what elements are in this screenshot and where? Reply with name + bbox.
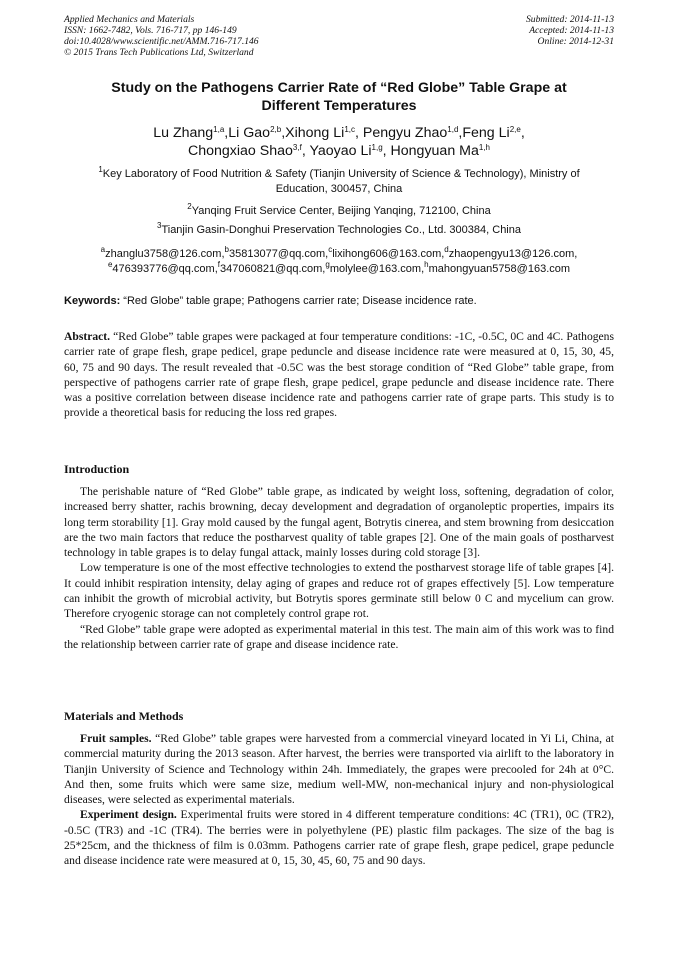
email-link[interactable]: 35813077@qq.com, bbox=[228, 248, 329, 260]
affiliation-1 bbox=[64, 167, 614, 197]
issn-line: ISSN: 1662-7482, Vols. 716-717, pp 146-149 bbox=[64, 25, 237, 36]
title-line-1: Study on the Pathogens Carrier Rate of “Red Globe” Table Grape at bbox=[111, 80, 567, 96]
email-link[interactable]: 476393776@qq.com, bbox=[112, 262, 218, 275]
author-name: Yaoyao Li bbox=[309, 143, 372, 159]
materials-methods-section bbox=[64, 731, 614, 869]
abstract-label: Abstract. bbox=[64, 330, 111, 343]
experiment-design-label: Experiment design. bbox=[80, 808, 177, 822]
affil-mark: 3 bbox=[156, 221, 162, 230]
affiliation-text: Tianjin Gasin-Donghui Preservation Technologies Co., Ltd. 300384, China bbox=[161, 224, 521, 236]
email-link[interactable]: zhanglu3758@126.com, bbox=[105, 248, 225, 260]
affiliation-3 bbox=[64, 223, 614, 238]
affiliation-text: Yanqing Fruit Service Center, Beijing Yanqing, 712100, China bbox=[191, 205, 491, 217]
author-name: Pengyu Zhao bbox=[362, 125, 448, 141]
email-mark: g bbox=[325, 259, 330, 269]
author-name: Lu Zhang bbox=[153, 125, 214, 141]
author-name: Feng Li bbox=[462, 125, 510, 141]
experiment-design-text: Experimental fruits were stored in 4 different temperature conditions: 4C (TR1), 0C (TR2), -0.5C (TR3) and -1C (TR4). The berries were in polyethylene (PE) plastic film packages. The size of the bag is 25*25cm, and the thickness of film is 0.03mm. Pathogens carrier rate of grape flesh, grape pedicel, grape peduncle and disease incidence rate were measured at 0, 15, 30, 45, 60, 75 and 90 days. bbox=[64, 808, 614, 868]
email-mark: d bbox=[444, 245, 449, 254]
accepted-date: Accepted: 2014-11-13 bbox=[529, 25, 614, 36]
paragraph: The perishable nature of “Red Globe” table grape, as indicated by weight loss, softening, degradation of color, increased berry shatter, rachis browning, decay development and degradation of organoleptic properties, impairs its long term storability [1]. Gray mold caused by the fungal agent, Botrytis cinerea, and stem browning from desiccation are the two main factors that reduce the postharvest quality of table grapes [2]. One of the main goals of postharvest technology in table grapes is to delay fungal attack, mainly losses during cold storage [3]. bbox=[64, 485, 614, 560]
email-link[interactable]: lixihong606@163.com, bbox=[332, 248, 445, 260]
author-list bbox=[64, 124, 614, 160]
introduction-section bbox=[64, 484, 614, 652]
abstract-text: “Red Globe” table grapes were packaged at four temperature conditions: -1C, -0.5C, 0C and 4C. Pathogens carrier rate of grape flesh, grape pedicel, grape peduncle and disease incidence rate were measured at 0, 15, 30, 45, 60, 75 and 90 days. The result revealed that -0.5C was the best storage condition of “Red Globe” table grape, from perspective of pathogens carrier rate of grape flesh, grape pedicel, grape peduncle and disease incidence rate. There was a positive correlation between disease incidence rate and pathogens carrier rate of grape parts. This study is to provide a theoretical basis for reducing the loss red grapes. bbox=[64, 330, 614, 420]
email-link[interactable]: 347060821@qq.com, bbox=[220, 262, 326, 275]
affiliation-2 bbox=[64, 204, 614, 219]
journal-name: Applied Mechanics and Materials bbox=[64, 14, 195, 25]
paragraph bbox=[64, 731, 614, 807]
email-mark: b bbox=[224, 245, 229, 254]
author-affil-mark: 1,a bbox=[213, 125, 225, 134]
journal-header-left bbox=[64, 14, 259, 58]
email-list bbox=[64, 247, 614, 276]
email-mark: f bbox=[217, 259, 220, 269]
author-name: Xihong Li bbox=[285, 125, 345, 141]
author-affil-mark: 1,h bbox=[478, 143, 490, 152]
abstract bbox=[64, 329, 614, 421]
materials-methods-heading: Materials and Methods bbox=[64, 709, 184, 723]
email-mark: h bbox=[424, 259, 429, 269]
email-mark: c bbox=[328, 245, 333, 254]
author-affil-mark: 2,e bbox=[509, 125, 521, 134]
author-name: Hongyuan Ma bbox=[390, 143, 479, 159]
author-name: Chongxiao Shao bbox=[187, 143, 293, 159]
affil-mark: 1 bbox=[98, 165, 103, 174]
author-affil-mark: 1,d bbox=[447, 125, 459, 134]
author-affil-mark: 2,b bbox=[270, 125, 282, 134]
paper-title bbox=[64, 79, 614, 115]
affiliation-1-line-2: Education, 300457, China bbox=[275, 183, 403, 195]
affiliation-text: Key Laboratory of Food Nutrition & Safety (Tianjin University of Science & Technology), Ministry of bbox=[102, 168, 580, 180]
email-mark: a bbox=[100, 245, 106, 254]
email-link[interactable]: molylee@163.com, bbox=[329, 262, 425, 275]
paragraph bbox=[64, 807, 614, 868]
affiliation-1-line-1 bbox=[64, 167, 614, 182]
author-name: Li Gao bbox=[228, 125, 271, 141]
journal-header-right bbox=[526, 14, 614, 47]
submitted-date: Submitted: 2014-11-13 bbox=[525, 14, 614, 25]
email-link[interactable]: zhaopengyu13@126.com, bbox=[448, 248, 578, 260]
email-link[interactable]: mahongyuan5758@163.com bbox=[428, 262, 571, 275]
affil-mark: 2 bbox=[187, 202, 192, 211]
email-line-1 bbox=[64, 247, 614, 262]
author-affil-mark: 1,c bbox=[344, 125, 355, 134]
email-line-2 bbox=[64, 259, 614, 277]
doi-line: doi:10.4028/www.scientific.net/AMM.716-717.146 bbox=[64, 36, 259, 47]
keywords-label: Keywords: bbox=[64, 295, 121, 307]
author-affil-mark: 3,f bbox=[292, 143, 302, 152]
title-line-2: Different Temperatures bbox=[261, 98, 417, 114]
email-mark: e bbox=[107, 259, 113, 269]
fruit-samples-text: “Red Globe” table grapes were harvested from a commercial vineyard located in Yi Li, China, at commercial maturity during the 2013 season. After harvest, the berries were transported via airlift to the laboratory in Tianjin University of Science and Technology within 24h. Immediately, the grapes were precooled for 24h at 0°C. And then, some fruits which were same size, medium well-MW, non-mechanical injury and non-physiological diseases, were selected as experimental materials. bbox=[64, 732, 614, 807]
keywords-line bbox=[64, 294, 614, 309]
author-line-1: Lu Zhang$^{1,a}$,Li Gao$^{2,b}$,Xihong Li$^{1,c}$, Pengyu Zhao$^{1,d}$,Feng Li$^{2,e}$, bbox=[153, 125, 525, 141]
author-affil-mark: 1,g bbox=[371, 143, 383, 152]
paragraph: Low temperature is one of the most effective technologies to extend the postharvest storage life of table grapes [4]. It could inhibit respiration intensity, delay aging of grapes and reduce rot of grapes effectively [5]. Low temperature can inhibit the growth of microbial activity, but Botrytis spores germinate still below 0 C and mycelium can grow. Therefore cryogenic storage can not completely control grape rot. bbox=[64, 561, 614, 621]
fruit-samples-label: Fruit samples. bbox=[80, 732, 152, 745]
copyright-line: © 2015 Trans Tech Publications Ltd, Switzerland bbox=[64, 47, 254, 58]
introduction-heading: Introduction bbox=[64, 462, 130, 476]
author-line-2: Chongxiao Shao$^{3,f}$, Yaoyao Li$^{1,g}$, Hongyuan Ma$^{1,h}$ bbox=[187, 143, 490, 159]
keywords-text: “Red Globe” table grape; Pathogens carrier rate; Disease incidence rate. bbox=[120, 295, 477, 307]
paragraph: “Red Globe” table grape were adopted as experimental material in this test. The main aim of this work was to find the relationship between carrier rate of grape and disease incidence rate. bbox=[64, 622, 614, 651]
online-date: Online: 2014-12-31 bbox=[537, 36, 614, 47]
